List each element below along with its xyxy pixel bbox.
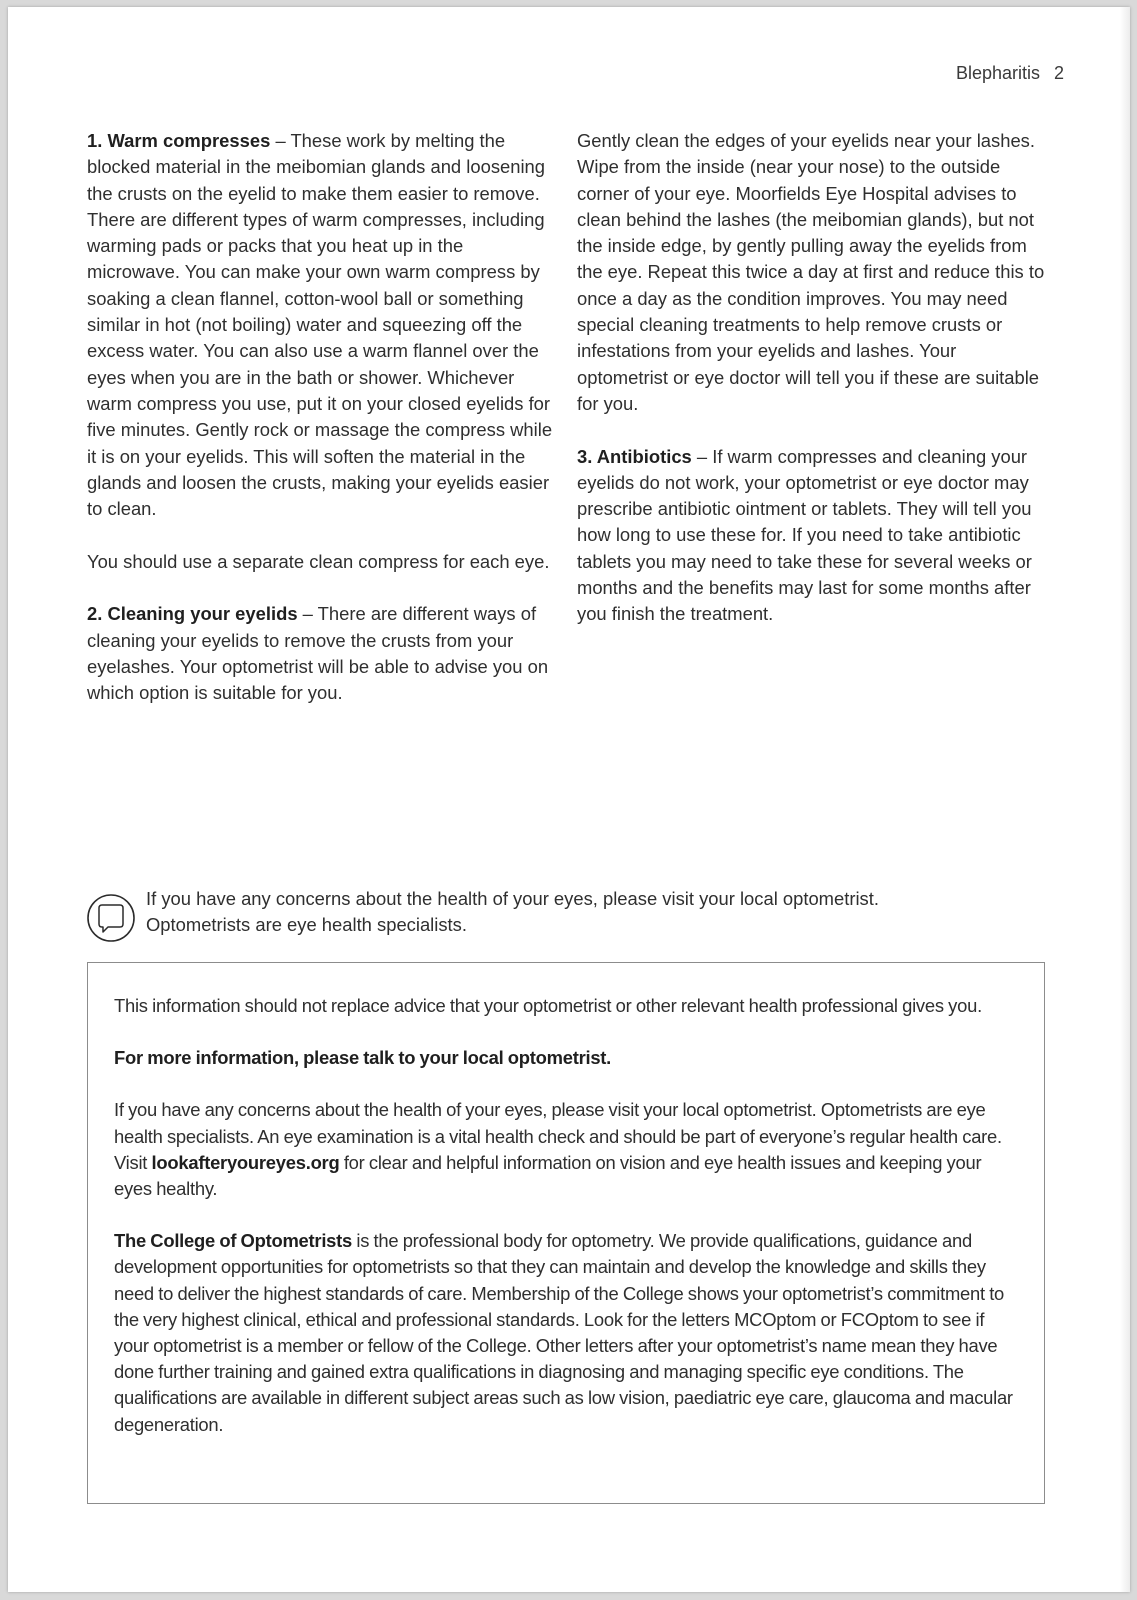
antibiotics-body: – If warm compresses and cleaning your eyelids do not work, your optometrist or eye doctor may prescribe antibiotic ointment or tablets. They will tell you how long to use these for. If you need to take antibiotic tablets you may need to take these for several weeks or months and the benefits may last for some months after you finish the treatment. [577,445,1032,625]
page-number: 2 [1053,63,1064,83]
college-paragraph [114,1228,1018,1438]
cleaning-eyelids-paragraph [87,601,557,706]
running-header [956,63,1064,84]
website-link[interactable]: lookafteryoureyes.org [151,1151,340,1173]
cleaning-eyelids-body: – There are different ways of cleaning your eyelids to remove the crusts from your eyelashes. Your optometrist will be able to advise you on which option is suitable for you. [87,603,549,704]
cleaning-detail-paragraph: Gently clean the edges of your eyelids near your lashes. Wipe from the inside (near your nose) to the outside corner of your eye. Moorfields Eye Hospital advises to clean behind the lashes (the meibomian glands), but not the inside edge, by gently pulling away the eyelids from the eye. Repeat this twice a day at first and reduce this to once a day as the condition improves. You may need special cleaning treatments to help remove crusts or infestations from your eyelids and lashes. Your optometrist or eye doctor will tell you if these are suitable for you. [577,130,1045,414]
college-body: is the professional body for optometry. We provide qualifications, guidance and development opportunities for optometrists so that they can maintain and develop the knowledge and skills they need to deliver the highest standards of care. Membership of the College shows your optometrist’s commitment to the very highest clinical, ethical and professional standards. Look for the letters MCOptom or FCOptom to see if your optometrist is a member or fellow of the College. Other letters after your optometrist’s name mean they have done further training and gained extra qualifications in diagnosing and managing specific eye conditions. The qualifications are available in different subject areas such as low vision, paediatric eye care, glaucoma and macular degeneration. [114,1230,1013,1435]
warm-compresses-body: – These work by melting the blocked material in the meibomian glands and loosening the crusts on the eyelid to make them easier to remove. There are different types of warm compresses, including warming pads or packs that you heat up in the microwave. You can make your own warm compress by soaking a clean flannel, cotton-wool ball or something similar in hot (not boiling) water and squeezing off the excess water. You can also use a warm flannel over the eyes when you are in the bath or shower. Whichever warm compress you use, put it on your closed eyelids for five minutes. Gently rock or massage the compress while it is on your eyelids. This will soften the material in the glands and loosen the crusts, making your eyelids easier to clean. [87,130,553,520]
advice-callout [86,886,879,944]
antibiotics-heading: 3. Antibiotics [577,445,692,467]
left-column [87,128,557,733]
speech-bubble-icon [86,892,136,944]
page-edge-shadow [1120,7,1130,1592]
warm-compresses-paragraph [87,128,557,522]
disclaimer-paragraph: This information should not replace advice that your optometrist or other relevant health professional gives you. [114,995,982,1016]
antibiotics-paragraph [577,444,1047,628]
callout-line-2: Optometrists are eye health specialists. [146,914,467,936]
separate-compress-paragraph: You should use a separate clean compress for each eye. [87,550,550,572]
right-column [577,128,1047,654]
callout-line-1: If you have any concerns about the health of your eyes, please visit your local optometrist. [146,888,879,909]
callout-text [146,886,879,939]
document-title: Blepharitis [955,63,1040,83]
concerns-paragraph [114,1097,1018,1202]
document-page [8,7,1130,1592]
more-info-paragraph [114,1045,1018,1071]
warm-compresses-heading: 1. Warm compresses [87,130,271,151]
cleaning-eyelids-heading: 2. Cleaning your eyelids [87,603,298,625]
info-box [87,962,1045,1504]
more-info-text: For more information, please talk to your local optometrist. [114,1047,612,1069]
college-name: The College of Optometrists [114,1230,353,1252]
concerns-text-after: for clear and helpful information on vision and eye health issues and keeping your eyes healthy. [114,1151,982,1200]
concerns-text-before: If you have any concerns about the health of your eyes, please visit your local optometrist. Optometrists are eye health specialists. An eye examination is a vital health check and should be part of everyone’s regular health care. Visit [114,1099,1002,1173]
